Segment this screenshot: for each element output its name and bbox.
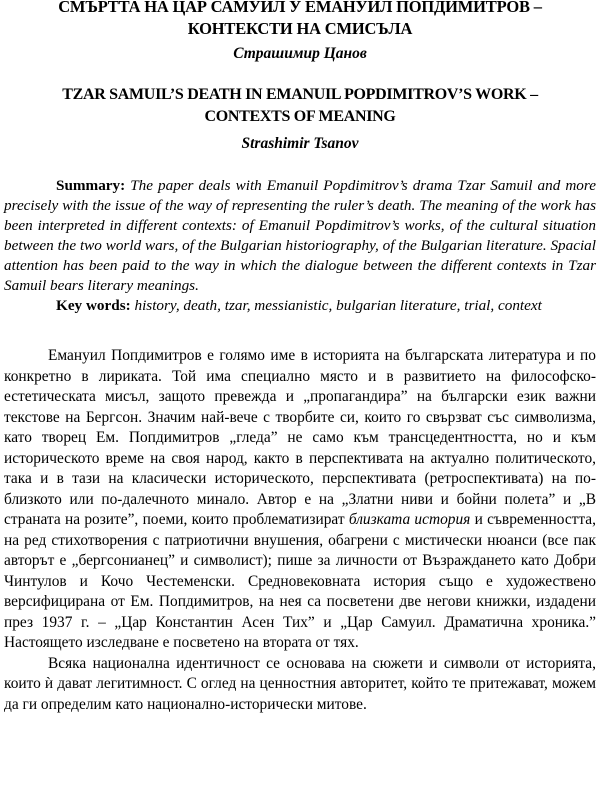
keywords-paragraph xyxy=(4,296,596,316)
body-paragraph-1-italic: близката история xyxy=(348,511,471,528)
summary-text: The paper deals with Emanuil Popdimitrov’s drama Tzar Samuil and more precisely with the issue of the way of representing the ruler’s death. The meaning of the work has been interpreted in different contexts: of Emanuil Popdimitrov’s works, of the cultural situation between the two world wars, of the Bulgarian historiography, of the Bulgarian literature. Spacial attention has been paid to the way in which the dialogue between the different contexts in Tzar Samuil bears literary meanings. xyxy=(4,177,596,294)
author-english: Strashimir Tsanov xyxy=(241,135,359,152)
body-paragraph-1-part-b: и съвременността, на ред стихотворения с патриотични внушения, обагрени с мистически нюанси (все пак авторът е „бергсонианец” и символист); пише за личности от Възраждането като Добри Чинтулов и Кочо Честеменски. Средновековната история също е художествено версифицирана от Ем. Попдимитров, на нея са посветени две негови книжки, издадени през 1937 г. – „Цар Константин Асен Тих” и „Цар Самуил. Драматична хроника.” Настоящето изследване е посветено на втората от тях. xyxy=(4,511,596,651)
body-paragraph-1 xyxy=(4,346,596,654)
body-paragraph-1-part-a: Емануил Попдимитров е голямо име в историята на българската литература и по конкретно в лириката. Той има специално място и в развитието на философско-естетическата мисъл, защото превежда и „пропагандира” на български език важни текстове на Бергсон. Значим най-вече с творбите си, които го свързват със символизма, като творец Ем. Попдимитров „гледа” не само към трансцедентността, но и към историческото време на своя народ, както в перспективата на актуално политическото, така и в тази на класически историческото, перспективата (ретроспективата) на по-близкото или по-далечното минало. Автор е на „Златни ниви и бойни полета” и „В страната на розите”, поеми, които проблематизират xyxy=(4,347,596,528)
title-english xyxy=(4,84,596,128)
title-bulgarian-line-1: СМЪРТТА НА ЦАР САМУИЛ У ЕМАНУИЛ ПОПДИМИТРОВ – xyxy=(58,0,542,16)
summary-colon: : xyxy=(120,177,126,194)
title-bulgarian xyxy=(4,0,596,40)
summary-label: Summary xyxy=(56,177,121,194)
keywords-text: history, death, tzar, messianistic, bulgarian literature, trial, context xyxy=(130,297,542,314)
title-bulgarian-line-2: КОНТЕКСТИ НА СМИСЪЛА xyxy=(187,19,413,38)
title-english-line-1: TZAR SAMUIL’S DEATH IN EMANUIL POPDIMITROV’S WORK – xyxy=(62,86,538,103)
body-paragraph-2: Всяка национална идентичност се основава на сюжети и символи от историята, които ѝ дават легитимност. С оглед на ценностния авторитет, който те притежават, можем да ги определим като национално-исторически митове. xyxy=(4,654,596,713)
title-english-line-2: CONTEXTS OF MEANING xyxy=(204,108,396,125)
author-bulgarian: Страшимир Цанов xyxy=(233,45,367,62)
keywords-label: Key words: xyxy=(56,297,131,314)
summary-paragraph xyxy=(4,176,596,296)
